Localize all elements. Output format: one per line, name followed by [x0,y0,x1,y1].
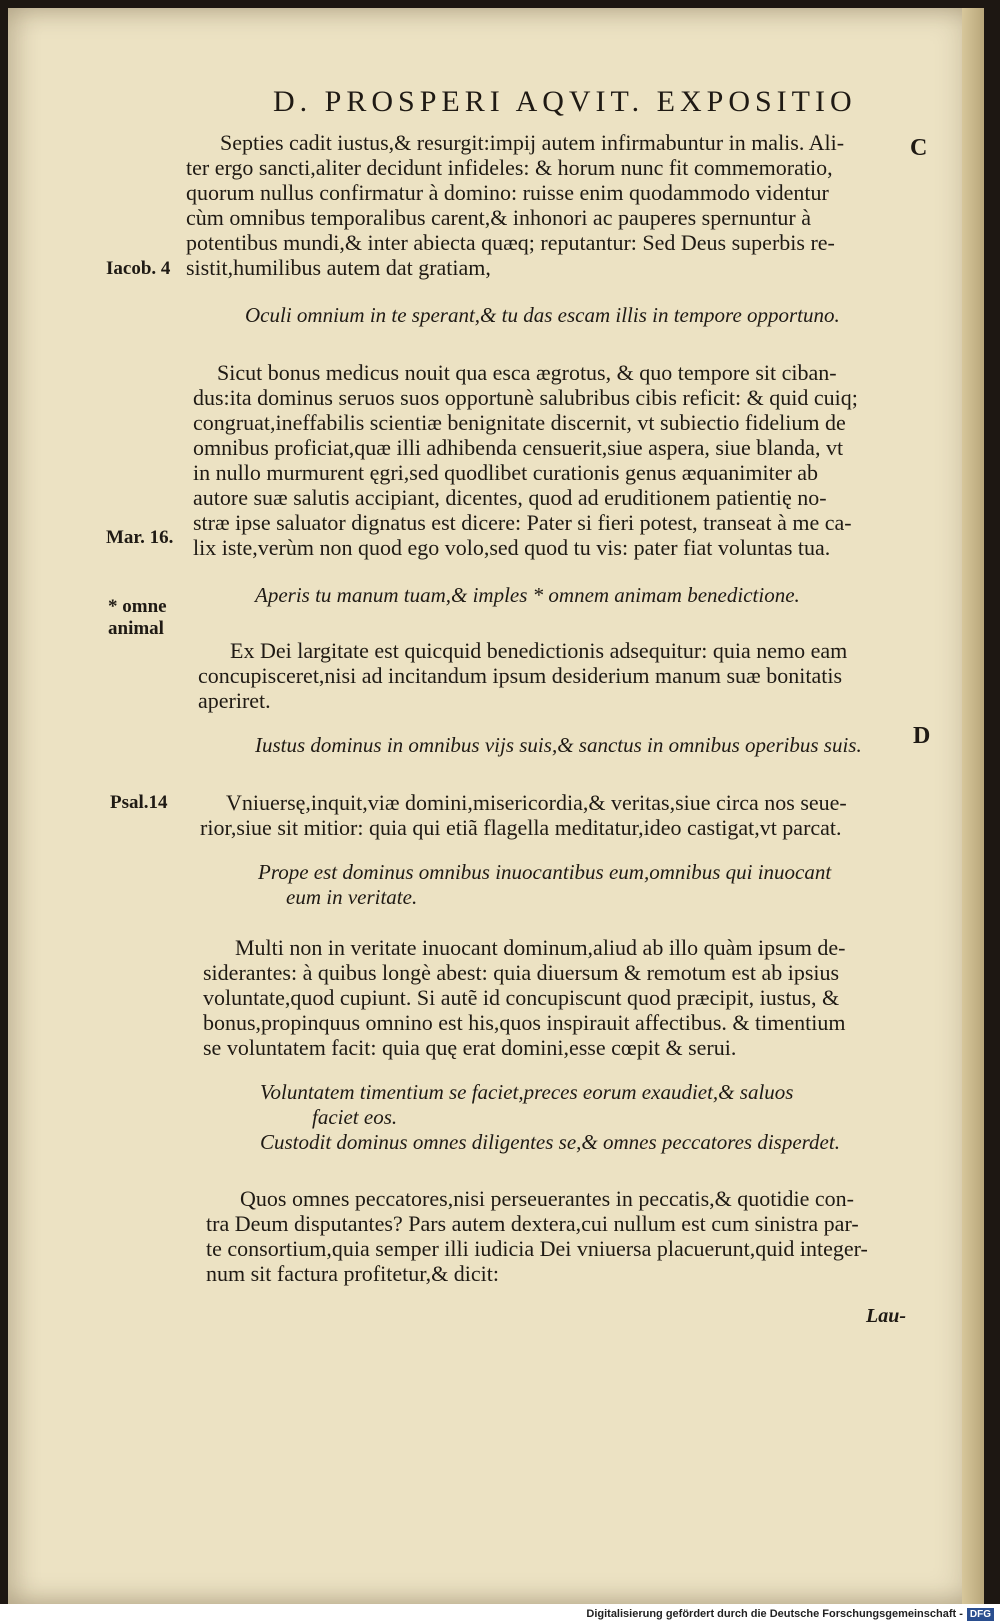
text-line: lix iste,verùm non quod ego volo,sed quod tu vis: pater fiat voluntas tua. [193,535,831,560]
text-line: dus:ita dominus seruos suos opportunè salubribus cibis reficit: & quid cuiq; [193,385,858,410]
paragraph-6 [206,1186,906,1286]
verse-3: Iustus dominus in omnibus vijs suis,& sanctus in omnibus operibus suis. [255,733,862,757]
text-line: te consortium,quia semper illi iudicia Dei vniuersa placuerunt,quid integer- [206,1236,868,1261]
dfg-logo-icon: DFG [967,1608,994,1621]
book-gutter [962,8,984,1604]
text-line: Vniuersę,inquit,viæ domini,misericordia,& veritas,siue circa nos seue- [226,790,847,815]
text-line: sistit,humilibus autem dat gratiam, [186,255,491,280]
section-letter-c: C [910,135,928,161]
footer-credit: Digitalisierung gefördert durch die Deutsche Forschungsgemeinschaft - [586,1608,963,1620]
paragraph-2 [193,360,903,560]
text-line: aperiret. [198,688,271,713]
verse-line: Custodit dominus omnes diligentes se,& omnes peccatores disperdet. [260,1130,840,1154]
text-line: omnibus proficiat,quæ illi adhibenda censuerit,siue aspera, siue blanda, vt [193,435,844,460]
margin-note-omne: * omne [108,596,167,617]
verse-4 [258,860,831,910]
section-letter-d: D [913,723,931,749]
text-line: congruat,ineffabilis scientiæ benignitate discernit, vt subiectio fidelium de [193,410,846,435]
text-line: concupisceret,nisi ad incitandum ipsum desiderium manum suæ bonitatis [198,663,843,688]
paragraph-5 [203,935,903,1060]
text-line: quorum nullus confirmatur à domino: ruisse enim quodammodo videntur [186,180,829,205]
margin-note-psal: Psal.14 [110,792,168,813]
text-line: bonus,propinquus omnino est his,quos inspirauit affectibus. & timentium [203,1010,846,1035]
verse-line: Voluntatem timentium se faciet,preces eorum exaudiet,& saluos [260,1080,794,1104]
digitization-footer [0,1604,1000,1624]
text-line: Multi non in veritate inuocant dominum,aliud ab illo quàm ipsum de- [235,935,846,960]
verse-2: Aperis tu manum tuam,& imples * omnem animam benedictione. [255,583,800,607]
text-line: in nullo murmurent ęgri,sed quodlibet curationis genus æquanimiter ab [193,460,819,485]
text-line: Ex Dei largitate est quicquid benedictionis adsequitur: quia nemo eam [230,638,848,663]
catchword: Lau- [866,1305,906,1327]
verse-line: Prope est dominus omnibus inuocantibus eum,omnibus qui inuocant [258,860,832,884]
text-line: voluntate,quod cupiunt. Si autẽ id concupiscunt quod præcipit, iustus, & [203,985,840,1010]
margin-note-animal: animal [108,618,164,639]
paragraph-4 [200,790,905,840]
margin-note-marc: Mar. 16. [106,527,174,548]
paragraph-3 [198,638,903,713]
text-line: ter ergo sancti,aliter decidunt infideles: & horum nunc fit commemoratio, [186,155,833,180]
text-line: Quos omnes peccatores,nisi perseuerantes in peccatis,& quotidie con- [240,1186,854,1211]
verse-line: faciet eos. [312,1105,398,1129]
running-title: D. PROSPERI AQVIT. EXPOSITIO [273,85,857,118]
text-line: potentibus mundi,& inter abiecta quæq; reputantur: Sed Deus superbis re- [186,230,835,255]
text-line: tra Deum disputantes? Pars autem dextera,cui nullum est cum sinistra par- [206,1211,859,1236]
verse-line: eum in veritate. [286,885,418,909]
text-line: cùm omnibus temporalibus carent,& inhonori ac pauperes spernuntur à [186,205,811,230]
text-line: siderantes: à quibus longè abest: quia diuersum & remotum est ab ipsius [203,960,840,985]
text-line: num sit factura profitetur,& dicit: [206,1261,499,1286]
text-line: Septies cadit iustus,& resurgit:impij autem infirmabuntur in malis. Ali- [220,130,845,155]
text-line: autore suæ salutis accipiant, dicentes, quod ad eruditionem patientię no- [193,485,827,510]
text-line: stræ ipse saluator dignatus est dicere: Pater si fieri potest, transeat à me ca- [193,510,852,535]
verse-5 [260,1080,840,1155]
text-line: rior,siue sit mitior: quia qui etiã flagella meditatur,ideo castigat,vt parcat. [200,815,842,840]
text-line: Sicut bonus medicus nouit qua esca ægrotus, & quo tempore sit ciban- [217,360,837,385]
verse-1: Oculi omnium in te sperant,& tu das escam illis in tempore opportuno. [245,303,840,327]
paragraph-1 [186,130,896,280]
text-line: se voluntatem facit: quia quę erat domini,esse cœpit & serui. [203,1035,737,1060]
margin-note-iacob: Iacob. 4 [106,258,171,279]
